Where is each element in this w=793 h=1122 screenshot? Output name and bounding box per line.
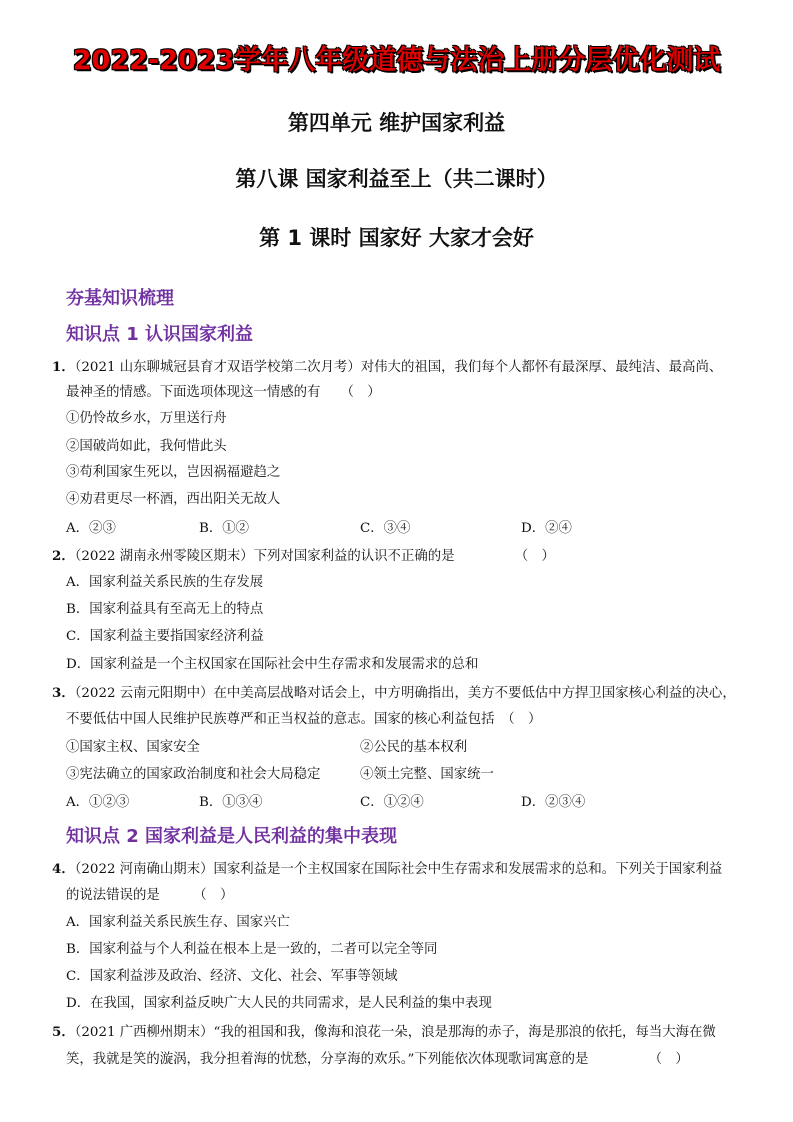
q1-item-3: ③苟利国家生死以，岂因祸福避趋之 [66,465,281,480]
q4-option-a: A．国家利益关系民族生存、国家兴亡 [66,915,290,930]
q1-item-2: ②国破尚如此，我何惜此头 [66,439,227,454]
question-number: 2． [52,548,75,564]
question-5-cont: 笑，我就是笑的漩涡，我分担着海的忧愁，分享海的欢乐。”下列能依次体现歌词寓意的是 （ ） [66,1052,689,1067]
question-1 [52,357,756,378]
question-number: 5． [52,1024,75,1040]
section-heading: 夯基知识梳理 [66,288,174,309]
q1-option-c: C．③④ [360,521,411,536]
q1-item-4: ④劝君更尽一杯酒，西出阳关无故人 [66,492,281,507]
q2-option-c: C．国家利益主要指国家经济利益 [66,629,264,644]
unit-title: 第四单元 维护国家利益 [287,111,506,135]
q2-option-b: B．国家利益具有至高无上的特点 [66,602,264,617]
question-number: 3． [52,685,75,701]
question-number: 1． [52,359,75,375]
question-1-cont: 最神圣的情感。下面选项体现这一情感的有 （ ） [66,385,381,400]
question-text: （2022 湖南永州零陵区期末）下列对国家利益的认识不正确的是 （ ） [74,549,555,564]
question-number: 4． [52,861,75,877]
q1-option-a: A．②③ [66,521,116,536]
q3-option-b: B．①③④ [199,795,263,810]
q2-option-a: A．国家利益关系民族的生存发展 [66,575,264,590]
q3-item-1: ①国家主权、国家安全 [66,740,200,755]
q3-option-a: A．①②③ [66,795,130,810]
question-4 [52,859,756,880]
q1-option-d: D．②④ [521,521,572,536]
lesson-title: 第八课 国家利益至上（共二课时） [235,167,558,191]
question-text: （2022 河南确山期末）国家利益是一个主权国家在国际社会中生存需求和发展需求的总和。下列关于国家利益 [74,862,723,877]
question-text: （2021 广西柳州期末）“我的祖国和我，像海和浪花一朵，浪是那海的赤子，海是那浪的依托，每当大海在微 [74,1025,716,1040]
q1-item-1: ①仍怜故乡水，万里送行舟 [66,411,227,426]
q4-option-b: B．国家利益与个人利益在根本上是一致的，二者可以完全等同 [66,942,438,957]
q3-item-4: ④领土完整、国家统一 [360,767,494,782]
question-4-cont: 的说法错误的是 （ ） [66,888,234,903]
q4-option-d: D．在我国，国家利益反映广大人民的共同需求，是人民利益的集中表现 [66,996,492,1011]
q3-item-2: ②公民的基本权利 [360,740,468,755]
question-5 [52,1022,756,1043]
period-title: 第 1 课时 国家好 大家才会好 [259,226,534,250]
question-2 [52,546,756,567]
knowledge-point-2: 知识点 2 国家利益是人民利益的集中表现 [66,826,398,847]
q4-option-c: C．国家利益涉及政治、经济、文化、社会、军事等领域 [66,969,398,984]
knowledge-point-1: 知识点 1 认识国家利益 [66,324,254,345]
q2-option-d: D．国家利益是一个主权国家在国际社会中生存需求和发展需求的总和 [66,657,479,672]
question-text: （2022 云南元阳期中）在中美高层战略对话会上，中方明确指出，美方不要低估中方捍卫国家核心利益的决心， [74,686,736,701]
question-text: （2021 山东聊城冠县育才双语学校第二次月考）对伟大的祖国，我们每个人都怀有最深厚、最纯洁、最高尚、 [74,360,723,375]
q3-option-c: C．①②④ [360,795,424,810]
q1-option-b: B．①② [199,521,250,536]
question-3-cont: 不要低估中国人民维护民族尊严和正当权益的意志。国家的核心利益包括 （ ） [66,712,542,727]
banner-title: 2022-2023学年八年级道德与法治上册分层优化测试 [72,45,721,76]
question-3 [52,683,756,704]
q3-item-3: ③宪法确立的国家政治制度和社会大局稳定 [66,767,321,782]
q3-option-d: D．②③④ [521,795,586,810]
